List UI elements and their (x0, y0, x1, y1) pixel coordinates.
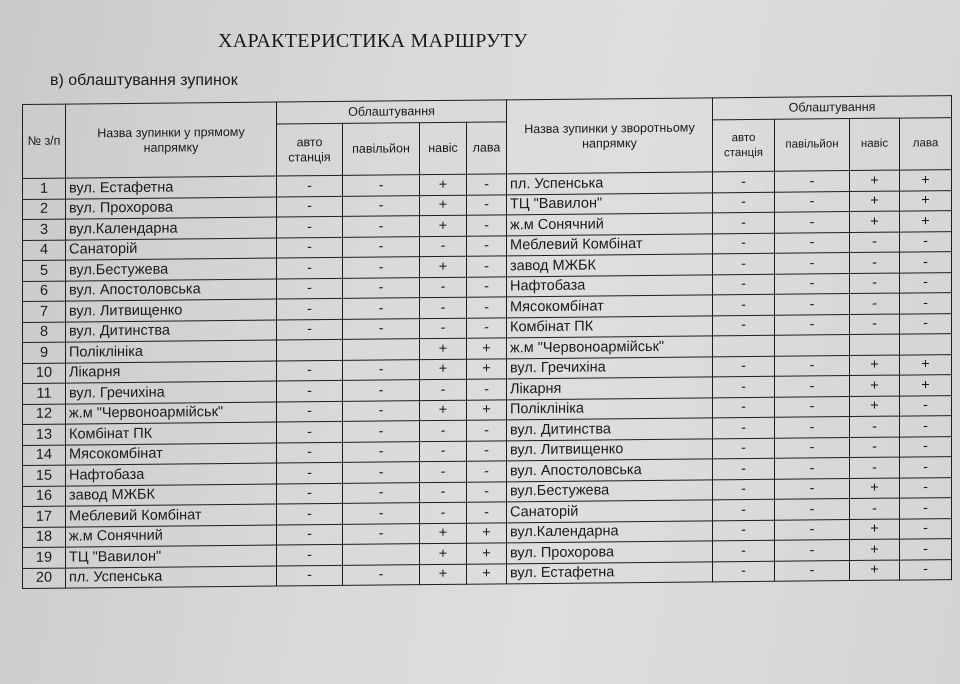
header-fwd-bus-station: авто станція (277, 123, 343, 176)
reverse-pavilion-mark: - (775, 314, 850, 335)
forward-stop-name: Лікарня (66, 361, 277, 384)
forward-canopy-mark: + (420, 400, 467, 421)
reverse-pavilion-mark: - (775, 191, 850, 212)
header-fwd-pavilion: павільйон (343, 123, 420, 176)
forward-bench-mark: - (467, 461, 507, 482)
reverse-stop-name: пл. Успенська (507, 172, 713, 194)
forward-bench-mark: - (467, 174, 507, 195)
header-rev-bus-station: авто станція (713, 119, 775, 172)
forward-stop-name: вул. Естафетна (66, 176, 277, 199)
reverse-bench-mark: - (900, 436, 952, 457)
forward-canopy-mark: + (420, 523, 467, 544)
reverse-canopy-mark: + (850, 375, 900, 396)
reverse-bench-mark: - (900, 477, 952, 498)
forward-bench-mark: - (467, 379, 507, 400)
reverse-pavilion-mark: - (775, 519, 850, 540)
forward-bench-mark: - (467, 317, 507, 338)
header-forward-equipment: Облаштування (277, 100, 507, 124)
forward-bench-mark: + (467, 399, 507, 420)
reverse-stop-name: Санаторій (507, 500, 713, 522)
reverse-stop-name: Лікарня (507, 377, 713, 399)
forward-bus-station-mark: - (277, 442, 343, 463)
reverse-pavilion-mark: - (775, 212, 850, 233)
row-number: 20 (23, 568, 66, 589)
forward-pavilion-mark: - (343, 359, 420, 380)
reverse-pavilion-mark: - (775, 478, 850, 499)
forward-bus-station-mark: - (277, 380, 343, 401)
forward-bus-station-mark: - (277, 175, 343, 196)
forward-canopy-mark: + (420, 256, 467, 277)
reverse-bus-station-mark (713, 335, 775, 356)
page-title: ХАРАКТЕРИСТИКА МАРШРУТУ (218, 30, 528, 52)
forward-canopy-mark: + (420, 215, 467, 236)
reverse-pavilion-mark: - (775, 458, 850, 479)
header-rev-pavilion: павільйон (775, 119, 850, 172)
reverse-bench-mark: - (900, 518, 952, 539)
forward-bench-mark: - (467, 440, 507, 461)
forward-bus-station-mark: - (277, 257, 343, 278)
reverse-stop-name: ж.м "Червоноармійськ" (507, 336, 713, 358)
header-reverse-equipment: Облаштування (713, 96, 952, 120)
reverse-bus-station-mark: - (713, 458, 775, 479)
forward-pavilion-mark: - (343, 277, 420, 298)
forward-canopy-mark: + (420, 359, 467, 380)
forward-bus-station-mark: - (277, 319, 343, 340)
forward-stop-name: ж.м "Червоноармійськ" (66, 402, 277, 425)
reverse-stop-name: Нафтобаза (507, 274, 713, 296)
forward-bench-mark: - (467, 297, 507, 318)
reverse-canopy-mark (850, 334, 900, 355)
header-rev-bench: лава (900, 118, 952, 170)
row-number: 15 (23, 465, 66, 486)
reverse-stop-name: вул. Прохорова (507, 541, 713, 563)
forward-bench-mark: + (467, 543, 507, 564)
forward-pavilion-mark: - (343, 523, 420, 544)
forward-canopy-mark: - (420, 441, 467, 462)
reverse-canopy-mark: + (850, 211, 900, 232)
row-number: 3 (23, 219, 66, 240)
reverse-bus-station-mark: - (713, 356, 775, 377)
forward-bus-station-mark: - (277, 524, 343, 545)
forward-stop-name: Мясокомбінат (66, 443, 277, 466)
reverse-bus-station-mark: - (713, 294, 775, 315)
reverse-bus-station-mark: - (713, 192, 775, 213)
reverse-pavilion-mark: - (775, 253, 850, 274)
forward-canopy-mark: - (420, 297, 467, 318)
forward-stop-name: вул.Бестужева (66, 258, 277, 281)
forward-pavilion-mark: - (343, 564, 420, 585)
reverse-stop-name: Мясокомбінат (507, 295, 713, 317)
header-forward-stop: Назва зупинки у прямому напрямку (66, 102, 277, 178)
row-number: 4 (23, 240, 66, 261)
forward-pavilion-mark: - (343, 441, 420, 462)
row-number: 5 (23, 260, 66, 281)
reverse-pavilion-mark: - (775, 273, 850, 294)
reverse-stop-name: Комбінат ПК (507, 315, 713, 337)
forward-bench-mark: + (467, 358, 507, 379)
forward-stop-name: завод МЖБК (66, 484, 277, 507)
reverse-pavilion-mark: - (775, 232, 850, 253)
header-rev-canopy: навіс (850, 118, 900, 170)
forward-bench-mark: - (467, 256, 507, 277)
reverse-bus-station-mark: - (713, 438, 775, 459)
reverse-canopy-mark: - (850, 437, 900, 458)
reverse-bench-mark: - (900, 457, 952, 478)
forward-bench-mark: - (467, 502, 507, 523)
forward-bus-station-mark: - (277, 483, 343, 504)
forward-pavilion-mark: - (343, 298, 420, 319)
reverse-canopy-mark: - (850, 293, 900, 314)
forward-pavilion-mark: - (343, 380, 420, 401)
reverse-pavilion-mark: - (775, 355, 850, 376)
forward-bench-mark: - (467, 194, 507, 215)
row-number: 16 (23, 486, 66, 507)
forward-pavilion-mark (343, 544, 420, 565)
header-number: № з/п (23, 104, 66, 178)
row-number: 6 (23, 281, 66, 302)
row-number: 11 (23, 383, 66, 404)
forward-pavilion-mark: - (343, 236, 420, 257)
forward-bench-mark: - (467, 420, 507, 441)
reverse-canopy-mark: - (850, 416, 900, 437)
forward-canopy-mark: - (420, 277, 467, 298)
forward-bus-station-mark: - (277, 565, 343, 586)
reverse-stop-name: ТЦ "Вавилон" (507, 192, 713, 214)
row-number: 12 (23, 404, 66, 425)
forward-stop-name: вул.Календарна (66, 217, 277, 240)
reverse-bench-mark: - (900, 559, 952, 580)
forward-stop-name: вул. Прохорова (66, 197, 277, 220)
reverse-pavilion-mark: - (775, 417, 850, 438)
reverse-bench-mark: + (900, 375, 952, 396)
reverse-pavilion-mark: - (775, 294, 850, 315)
reverse-canopy-mark: - (850, 252, 900, 273)
forward-stop-name: Санаторій (66, 238, 277, 261)
forward-stop-name: Меблевий Комбінат (66, 504, 277, 527)
reverse-stop-name: завод МЖБК (507, 254, 713, 276)
reverse-pavilion-mark: - (775, 499, 850, 520)
stops-table-body (23, 170, 952, 589)
reverse-canopy-mark: + (850, 191, 900, 212)
reverse-bus-station-mark: - (713, 561, 775, 582)
header-fwd-canopy: навіс (420, 122, 467, 174)
reverse-bench-mark: - (900, 313, 952, 334)
reverse-pavilion-mark: - (775, 560, 850, 581)
reverse-pavilion-mark: - (775, 540, 850, 561)
reverse-stop-name: вул. Гречихіна (507, 356, 713, 378)
reverse-bus-station-mark: - (713, 397, 775, 418)
header-fwd-bench: лава (467, 122, 507, 174)
reverse-bench-mark (900, 334, 952, 355)
forward-canopy-mark: - (420, 502, 467, 523)
reverse-bench-mark: - (900, 231, 952, 252)
forward-canopy-mark: + (420, 338, 467, 359)
reverse-bus-station-mark: - (713, 253, 775, 274)
row-number: 1 (23, 178, 66, 199)
reverse-bus-station-mark: - (713, 274, 775, 295)
forward-bus-station-mark: - (277, 462, 343, 483)
forward-stop-name: Нафтобаза (66, 463, 277, 486)
forward-canopy-mark: + (420, 174, 467, 195)
forward-canopy-mark: - (420, 461, 467, 482)
forward-bench-mark: + (467, 522, 507, 543)
forward-bus-station-mark: - (277, 503, 343, 524)
forward-canopy-mark: + (420, 564, 467, 585)
reverse-bench-mark: - (900, 252, 952, 273)
row-number: 19 (23, 547, 66, 568)
reverse-stop-name: вул. Литвищенко (507, 438, 713, 460)
forward-bus-station-mark: - (277, 360, 343, 381)
forward-stop-name: вул. Дитинства (66, 320, 277, 343)
reverse-stop-name: вул. Апостоловська (507, 459, 713, 481)
reverse-stop-name: Поліклініка (507, 397, 713, 419)
reverse-pavilion-mark: - (775, 437, 850, 458)
reverse-canopy-mark: + (850, 560, 900, 581)
row-number: 10 (23, 363, 66, 384)
reverse-pavilion-mark: - (775, 376, 850, 397)
forward-pavilion-mark: - (343, 318, 420, 339)
forward-stop-name: ТЦ "Вавилон" (66, 545, 277, 568)
forward-pavilion-mark: - (343, 257, 420, 278)
reverse-stop-name: ж.м Сонячний (507, 213, 713, 235)
forward-stop-name: вул. Гречихіна (66, 381, 277, 404)
forward-bench-mark: - (467, 215, 507, 236)
forward-pavilion-mark: - (343, 400, 420, 421)
reverse-bench-mark: + (900, 170, 952, 191)
reverse-bench-mark: + (900, 354, 952, 375)
section-subtitle: в) облаштування зупинок (50, 72, 238, 89)
reverse-canopy-mark: + (850, 396, 900, 417)
reverse-bus-station-mark: - (713, 479, 775, 500)
forward-canopy-mark: - (420, 379, 467, 400)
forward-bus-station-mark: - (277, 196, 343, 217)
reverse-canopy-mark: + (850, 355, 900, 376)
reverse-canopy-mark: - (850, 314, 900, 335)
reverse-stop-name: вул. Дитинства (507, 418, 713, 440)
forward-pavilion-mark: - (343, 195, 420, 216)
forward-pavilion-mark: - (343, 421, 420, 442)
reverse-bus-station-mark: - (713, 171, 775, 192)
forward-canopy-mark: - (420, 420, 467, 441)
forward-pavilion-mark: - (343, 482, 420, 503)
row-number: 14 (23, 445, 66, 466)
reverse-bench-mark: + (900, 190, 952, 211)
forward-stop-name: ж.м Сонячний (66, 525, 277, 548)
header-reverse-stop: Назва зупинки у зворотньому напрямку (507, 98, 713, 174)
reverse-canopy-mark: + (850, 170, 900, 191)
reverse-canopy-mark: + (850, 478, 900, 499)
forward-bench-mark: - (467, 276, 507, 297)
forward-canopy-mark: - (420, 236, 467, 257)
row-number: 9 (23, 342, 66, 363)
reverse-canopy-mark: - (850, 457, 900, 478)
reverse-pavilion-mark: - (775, 171, 850, 192)
forward-stop-name: вул. Литвищенко (66, 299, 277, 322)
forward-pavilion-mark: - (343, 175, 420, 196)
forward-bus-station-mark: - (277, 216, 343, 237)
reverse-stop-name: Меблевий Комбінат (507, 233, 713, 255)
reverse-bench-mark: - (900, 539, 952, 560)
forward-bus-station-mark: - (277, 278, 343, 299)
reverse-bus-station-mark: - (713, 520, 775, 541)
forward-bus-station-mark (277, 339, 343, 360)
reverse-bus-station-mark: - (713, 417, 775, 438)
forward-canopy-mark: - (420, 482, 467, 503)
reverse-bus-station-mark: - (713, 212, 775, 233)
forward-pavilion-mark (343, 339, 420, 360)
forward-stop-name: Комбінат ПК (66, 422, 277, 445)
forward-canopy-mark: - (420, 318, 467, 339)
forward-canopy-mark: + (420, 195, 467, 216)
reverse-canopy-mark: - (850, 273, 900, 294)
forward-bench-mark: - (467, 481, 507, 502)
forward-pavilion-mark: - (343, 216, 420, 237)
reverse-bench-mark: - (900, 498, 952, 519)
row-number: 2 (23, 199, 66, 220)
forward-canopy-mark: + (420, 543, 467, 564)
forward-stop-name: Поліклініка (66, 340, 277, 363)
reverse-canopy-mark: - (850, 232, 900, 253)
reverse-canopy-mark: + (850, 539, 900, 560)
reverse-bench-mark: - (900, 272, 952, 293)
reverse-pavilion-mark: - (775, 396, 850, 417)
forward-bench-mark: + (467, 338, 507, 359)
stops-table (22, 95, 952, 589)
reverse-bench-mark: - (900, 293, 952, 314)
row-number: 17 (23, 506, 66, 527)
reverse-stop-name: вул. Естафетна (507, 561, 713, 583)
reverse-bench-mark: - (900, 416, 952, 437)
reverse-canopy-mark: + (850, 519, 900, 540)
forward-stop-name: вул. Апостоловська (66, 279, 277, 302)
row-number: 18 (23, 527, 66, 548)
reverse-canopy-mark: - (850, 498, 900, 519)
forward-stop-name: пл. Успенська (66, 566, 277, 589)
forward-bus-station-mark: - (277, 544, 343, 565)
forward-bus-station-mark: - (277, 298, 343, 319)
reverse-stop-name: вул.Календарна (507, 520, 713, 542)
forward-bench-mark: - (467, 235, 507, 256)
reverse-bus-station-mark: - (713, 540, 775, 561)
reverse-pavilion-mark (775, 335, 850, 356)
row-number: 8 (23, 322, 66, 343)
forward-bench-mark: + (467, 563, 507, 584)
reverse-bench-mark: + (900, 211, 952, 232)
forward-bus-station-mark: - (277, 421, 343, 442)
reverse-stop-name: вул.Бестужева (507, 479, 713, 501)
forward-pavilion-mark: - (343, 503, 420, 524)
reverse-bus-station-mark: - (713, 499, 775, 520)
row-number: 13 (23, 424, 66, 445)
reverse-bus-station-mark: - (713, 376, 775, 397)
forward-bus-station-mark: - (277, 237, 343, 258)
reverse-bench-mark: - (900, 395, 952, 416)
reverse-bus-station-mark: - (713, 233, 775, 254)
forward-bus-station-mark: - (277, 401, 343, 422)
row-number: 7 (23, 301, 66, 322)
reverse-bus-station-mark: - (713, 315, 775, 336)
forward-pavilion-mark: - (343, 462, 420, 483)
